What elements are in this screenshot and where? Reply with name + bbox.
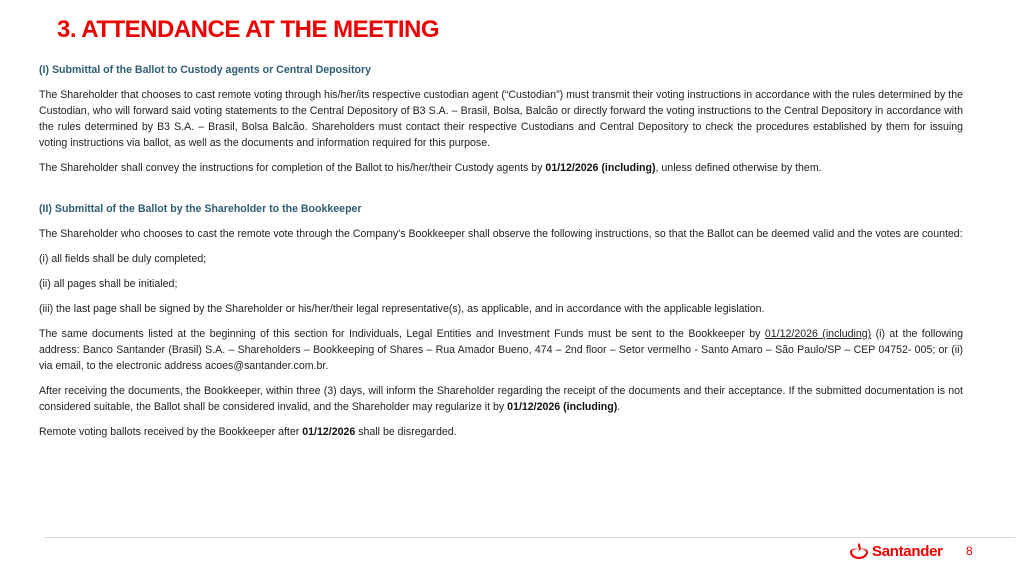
- text-span: The Shareholder shall convey the instructions for completion of the Ballot to his/her/their Custody agents by: [39, 162, 546, 174]
- footer-divider: [45, 537, 1015, 538]
- instruction-item-2: (ii) all pages shall be initialed;: [39, 278, 178, 290]
- section-1-heading: (I) Submittal of the Ballot to Custody agents or Central Depository: [39, 64, 371, 76]
- section-1-paragraph-2: [39, 160, 963, 176]
- logo-text: Santander: [872, 542, 943, 560]
- text-span: The same documents listed at the beginning of this section for Individuals, Legal Entities and Investment Funds must be sent to the Bookkeeper by: [39, 328, 765, 340]
- instruction-item-3: (iii) the last page shall be signed by the Shareholder or his/her/their legal representative(s), as applicable, and in accordance with the applicable legislation.: [39, 303, 765, 315]
- text-span: Remote voting ballots received by the Bookkeeper after: [39, 426, 303, 438]
- section-2-paragraph-1: The Shareholder who chooses to cast the remote vote through the Company's Bookkeeper shall observe the following instructions, so that the Ballot can be deemed valid and the votes are counted:: [39, 228, 963, 240]
- deadline-date: 01/12/2026 (including): [545, 162, 656, 174]
- document-body: [39, 62, 963, 449]
- text-span: shall be disregarded.: [355, 426, 457, 438]
- section-2-heading: (II) Submittal of the Ballot by the Shareholder to the Bookkeeper: [39, 203, 362, 215]
- page-title: 3. ATTENDANCE AT THE MEETING: [57, 16, 439, 43]
- section-2-paragraph-2: [39, 326, 963, 374]
- instruction-item-1: (i) all fields shall be duly completed;: [39, 253, 207, 265]
- deadline-date: 01/12/2026 (including): [764, 328, 872, 340]
- santander-flame-icon: [849, 542, 869, 560]
- text-span: .: [617, 401, 621, 413]
- section-2-paragraph-4: [39, 424, 963, 440]
- deadline-date: 01/12/2026 (including): [507, 401, 618, 413]
- text-span: , unless defined otherwise by them.: [655, 162, 822, 174]
- deadline-date: 01/12/2026: [302, 426, 356, 438]
- santander-logo: [849, 540, 943, 562]
- text-span: (i) at the following address: Banco Santander (Brasil) S.A. – Shareholders – Bookkeeping of Shares – Rua Amador Bueno, 474 – 2nd floor – Setor vermelho - Santo Amaro – São Paulo/SP – CEP 04752- 005; or (ii) via email, to the electronic address acoes@santander.com.br.: [39, 328, 964, 372]
- section-1-paragraph-1: The Shareholder that chooses to cast remote voting through his/her/its respective custodian agent (“Custodian”) must transmit their voting instructions in accordance with the rules determined by the Custodian, who will forward said voting statements to the Central Depository of B3 S.A. – Brasil, Bolsa, Balcão or directly forward the voting instructions to the Central Depository in accordance with the rules determined by B3 S.A. – Brasil, Bolsa Balcão. Shareholders must contact their respective Custodians and Central Depository to check the procedures established by them for issuing voting instructions via ballot, as well as the documents and information required for this purpose.: [39, 89, 963, 149]
- section-2-paragraph-3: [39, 383, 963, 415]
- text-span: After receiving the documents, the Bookkeeper, within three (3) days, will inform the Shareholder regarding the receipt of the documents and their acceptance. If the submitted documentation is not considered suitable, the Ballot shall be considered invalid, and the Shareholder may regularize it by: [39, 385, 963, 413]
- section-spacer: [39, 185, 963, 201]
- page-number: 8: [966, 544, 973, 558]
